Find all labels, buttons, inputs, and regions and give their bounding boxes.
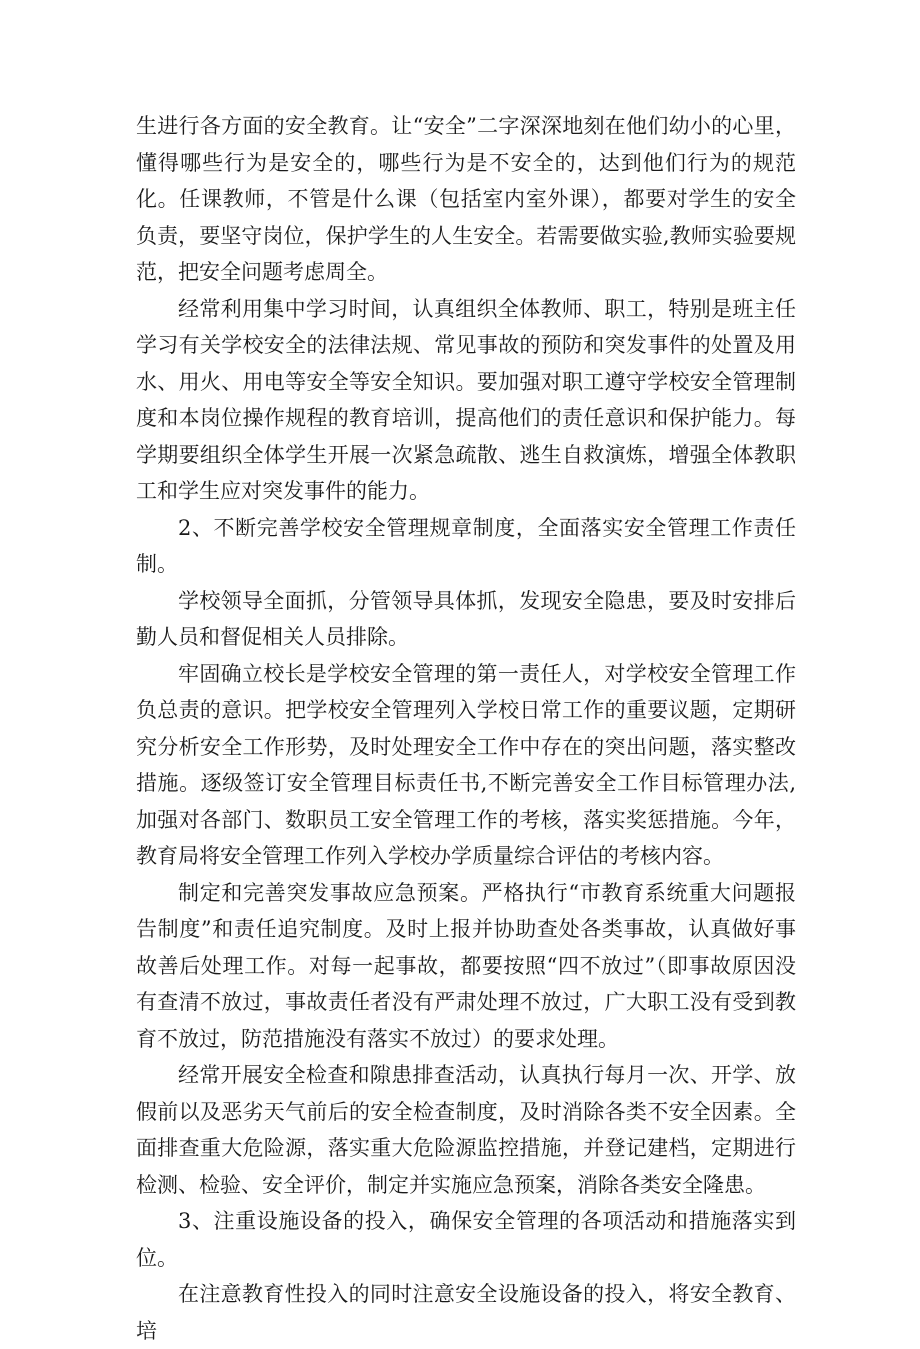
paragraph-1: 生进行各方面的安全教育。让“安全”二字深深地刻在他们幼小的心里，懂得哪些行为是安全的，哪些行为是不安全的，达到他们行为的规范化。任课教师，不管是什么课（包括室内室外课），都要对学生的安全负责，要坚守岗位，保护学生的人生安全。若需要做实验,教师实验要规范，把安全问题考虑周全。 bbox=[136, 114, 796, 284]
section-heading-2: 2、不断完善学校安全管理规章制度，全面落实安全管理工作责任制。 bbox=[136, 515, 796, 576]
paragraph-2: 经常利用集中学习时间，认真组织全体教师、职工，特别是班主任学习有关学校安全的法律法规、常见事故的预防和突发事件的处置及用水、用火、用电等安全等安全知识。要加强对职工遵守学校安全管理制度和本岗位操作规程的教育培训，提高他们的责任意识和保护能力。每学期要组织全体学生开展一次紧急疏散、逃生自救演炼，增强全体教职工和学生应对突发事件的能力。 bbox=[136, 296, 796, 503]
document-body bbox=[136, 108, 796, 1349]
paragraph-9: 在注意教育性投入的同时注意安全设施设备的投入，将安全教育、培 bbox=[136, 1282, 796, 1343]
paragraph-6: 制定和完善突发事故应急预案。严格执行“市教育系统重大问题报告制度”和责任追究制度。及时上报并协助查处各类事故，认真做好事故善后处理工作。对每一起事故，都要按照“四不放过”（即事故原因没有查清不放过，事故责任者没有严肃处理不放过，广大职工没有受到教育不放过，防范措施没有落实不放过）的要求处理。 bbox=[136, 880, 796, 1051]
paragraph-7: 经常开展安全检查和隙患排查活动，认真执行每月一次、开学、放假前以及恶劣天气前后的安全检查制度，及时消除各类不安全因素。全面排查重大危险源，落实重大危险源监控措施，并登记建档，定期进行检测、检验、安全评价，制定并实施应急预案，消除各类安全隆患。 bbox=[136, 1063, 796, 1197]
paragraph-5: 牢固确立校长是学校安全管理的第一责任人，对学校安全管理工作负总责的意识。把学校安全管理列入学校日常工作的重要议题，定期研究分析安全工作形势，及时处理安全工作中存在的突出问题，落实整改措施。逐级签订安全管理目标责任书,不断完善安全工作目标管理办法,加强对各部门、数职员工安全管理工作的考核，落实奖惩措施。今年，教育局将安全管理工作列入学校办学质量综合评估的考核内容。 bbox=[136, 661, 796, 868]
paragraph-4: 学校领导全面抓，分管领导具体抓，发现安全隐患，要及时安排后勤人员和督促相关人员排除。 bbox=[136, 588, 796, 649]
section-heading-3: 3、注重设施设备的投入，确保安全管理的各项活动和措施落实到位。 bbox=[136, 1209, 796, 1270]
